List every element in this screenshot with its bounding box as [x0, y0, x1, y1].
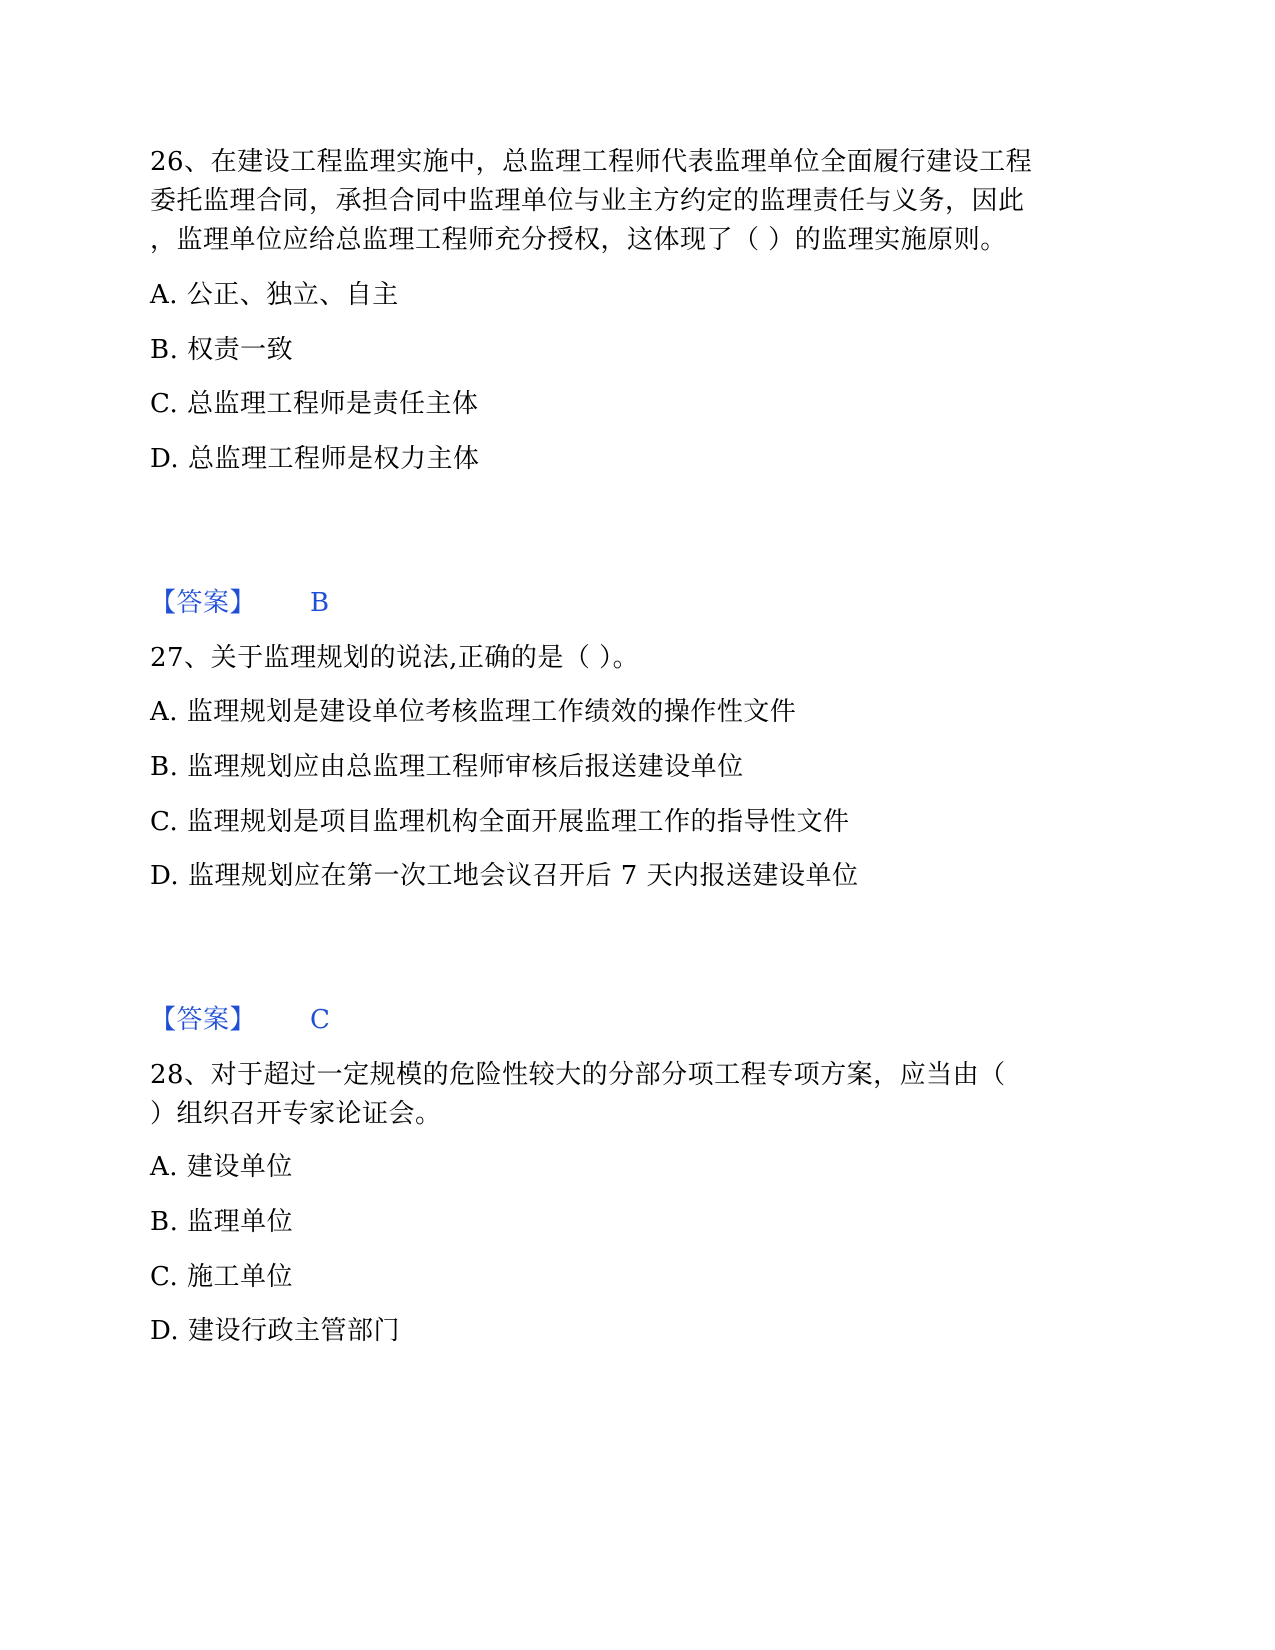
- q28-option-a: A. 建设单位: [150, 1152, 293, 1182]
- q27-answer: [150, 1000, 330, 1040]
- answer-value: B: [310, 588, 330, 618]
- q27-option-d: D. 监理规划应在第一次工地会议召开后 7 天内报送建设单位: [150, 861, 859, 891]
- q26-stem-line-2: 委托监理合同，承担合同中监理单位与业主方约定的监理责任与义务，因此: [150, 186, 1025, 216]
- q26-stem-line-3: ，监理单位应给总监理工程师充分授权，这体现了（ ）的监理实施原则。: [150, 225, 1007, 255]
- answer-label: 【答案】: [150, 1005, 257, 1035]
- q26-stem-line-1: 26、在建设工程监理实施中，总监理工程师代表监理单位全面履行建设工程: [150, 147, 1033, 177]
- q27-stem-line-1: 27、关于监理规划的说法,正确的是（ ）。: [150, 643, 640, 673]
- q27-option-c: C. 监理规划是项目监理机构全面开展监理工作的指导性文件: [150, 807, 850, 837]
- q26-option-d: D. 总监理工程师是权力主体: [150, 444, 480, 474]
- q28-option-b: B. 监理单位: [150, 1207, 294, 1237]
- answer-value: C: [310, 1005, 331, 1035]
- q26-option-b: B. 权责一致: [150, 335, 294, 365]
- q26-option-c: C. 总监理工程师是责任主体: [150, 389, 479, 419]
- answer-label: 【答案】: [150, 588, 257, 618]
- q28-stem-line-2: ）组织召开专家论证会。: [150, 1099, 442, 1129]
- q27-option-a: A. 监理规划是建设单位考核监理工作绩效的操作性文件: [150, 697, 797, 727]
- q26-answer: [150, 583, 330, 623]
- q28-option-d: D. 建设行政主管部门: [150, 1316, 400, 1346]
- q26-option-a: A. 公正、独立、自主: [150, 280, 399, 310]
- q28-stem-line-1: 28、对于超过一定规模的危险性较大的分部分项工程专项方案，应当由（: [150, 1060, 1006, 1090]
- q27-option-b: B. 监理规划应由总监理工程师审核后报送建设单位: [150, 752, 744, 782]
- q28-option-c: C. 施工单位: [150, 1262, 293, 1292]
